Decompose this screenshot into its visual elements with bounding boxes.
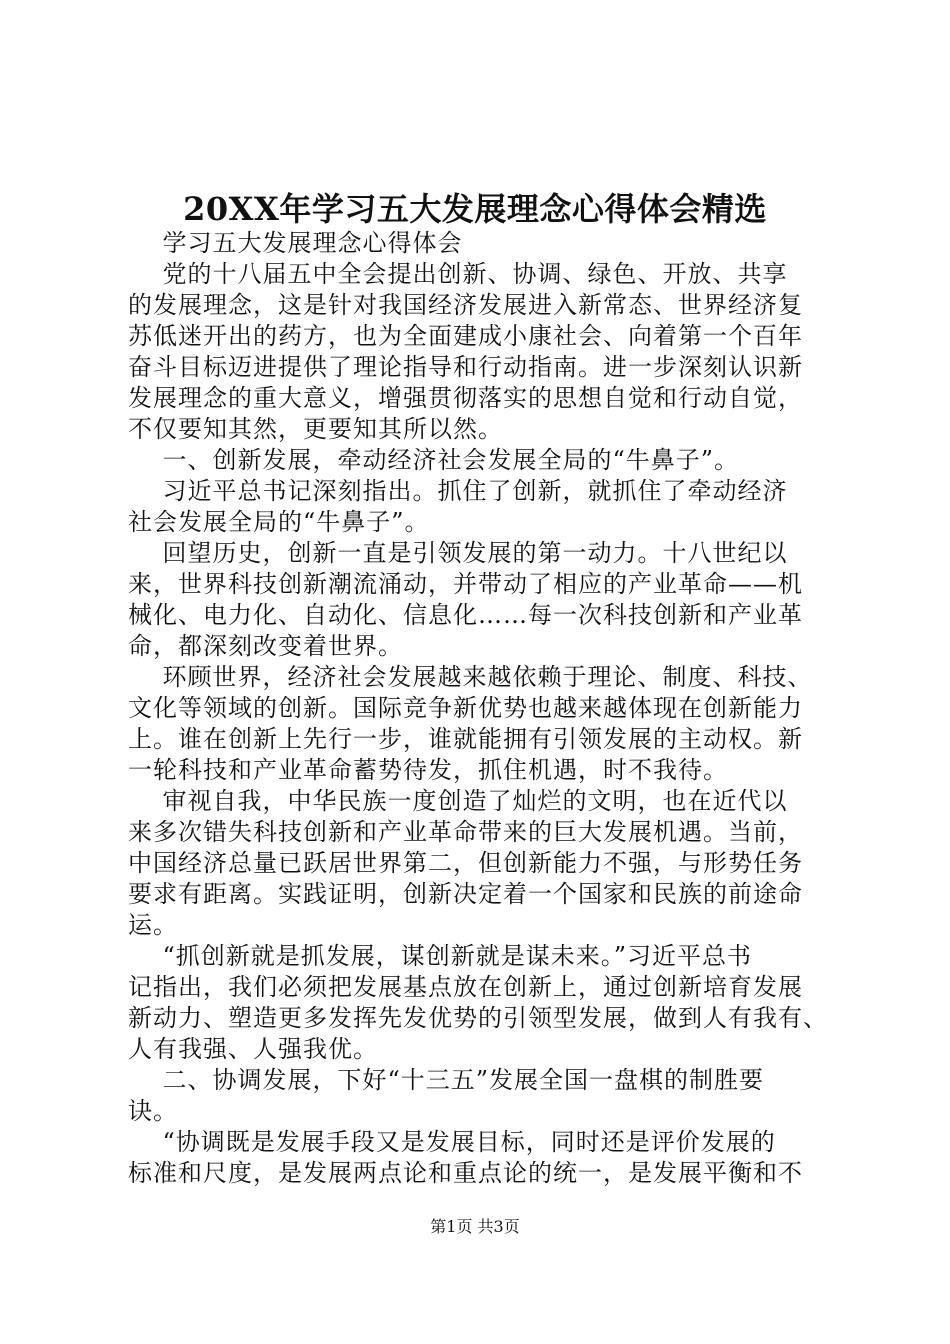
text-line: 社会发展全局的“牛鼻子”。 bbox=[128, 508, 430, 536]
text-line: 来多次错失科技创新和产业革命带来的巨大发展机遇。当前， bbox=[128, 818, 803, 846]
text-line: 苏低迷开出的药方，也为全面建成小康社会、向着第一个百年 bbox=[128, 322, 803, 350]
text-line: 诀。 bbox=[128, 1097, 178, 1125]
text-line: 一、创新发展，牵动经济社会发展全局的“牛鼻子”。 bbox=[128, 446, 740, 474]
text-line: 党的十八届五中全会提出创新、协调、绿色、开放、共享 bbox=[128, 260, 788, 288]
text-line: 文化等领域的创新。国际竞争新优势也越来越体现在创新能力 bbox=[128, 694, 803, 722]
text-line: 中国经济总量已跃居世界第二，但创新能力不强，与形势任务 bbox=[128, 849, 803, 877]
text-line: 新动力、塑造更多发挥先发优势的引领型发展，做到人有我有、 bbox=[128, 1004, 828, 1032]
page-number-footer: 第1页 共3页 bbox=[430, 1217, 520, 1236]
text-line: 上。谁在创新上先行一步，谁就能拥有引领发展的主动权。新 bbox=[128, 725, 803, 753]
text-line: 来，世界科技创新潮流涌动，并带动了相应的产业革命——机 bbox=[128, 570, 803, 598]
text-line: 奋斗目标迈进提供了理论指导和行动指南。进一步深刻认识新 bbox=[128, 353, 803, 381]
document-body bbox=[128, 228, 838, 1189]
text-line: 命，都深刻改变着世界。 bbox=[128, 632, 403, 660]
text-line: 械化、电力化、自动化、信息化……每一次科技创新和产业革 bbox=[128, 601, 803, 629]
text-line: 不仅要知其然，更要知其所以然。 bbox=[128, 415, 503, 443]
text-line: 学习五大发展理念心得体会 bbox=[128, 229, 463, 257]
text-line: 一轮科技和产业革命蓄势待发，抓住机遇，时不我待。 bbox=[128, 756, 728, 784]
text-line: 二、协调发展，下好“十三五”发展全国一盘棋的制胜要 bbox=[128, 1066, 765, 1094]
text-line: “协调既是发展手段又是发展目标，同时还是评价发展的 bbox=[128, 1128, 776, 1156]
text-line: 要求有距离。实践证明，创新决定着一个国家和民族的前途命 bbox=[128, 880, 803, 908]
text-line: 的发展理念，这是针对我国经济发展进入新常态、世界经济复 bbox=[128, 291, 803, 319]
text-line: “抓创新就是抓发展，谋创新就是谋未来。”习近平总书 bbox=[128, 942, 753, 970]
text-line: 人有我强、人强我优。 bbox=[128, 1035, 378, 1063]
text-line: 标准和尺度，是发展两点论和重点论的统一，是发展平衡和不 bbox=[128, 1159, 803, 1187]
text-line: 审视自我，中华民族一度创造了灿烂的文明，也在近代以 bbox=[128, 787, 788, 815]
text-line: 回望历史，创新一直是引领发展的第一动力。十八世纪以 bbox=[128, 539, 788, 567]
text-line: 发展理念的重大意义，增强贯彻落实的思想自觉和行动自觉， bbox=[128, 384, 803, 412]
text-line: 环顾世界，经济社会发展越来越依赖于理论、制度、科技、 bbox=[128, 663, 813, 691]
text-line: 记指出，我们必须把发展基点放在创新上，通过创新培育发展 bbox=[128, 973, 803, 1001]
text-line: 习近平总书记深刻指出。抓住了创新，就抓住了牵动经济 bbox=[128, 477, 788, 505]
document-title: 20XX年学习五大发展理念心得体会精选 bbox=[183, 190, 767, 228]
text-line: 运。 bbox=[128, 911, 178, 939]
